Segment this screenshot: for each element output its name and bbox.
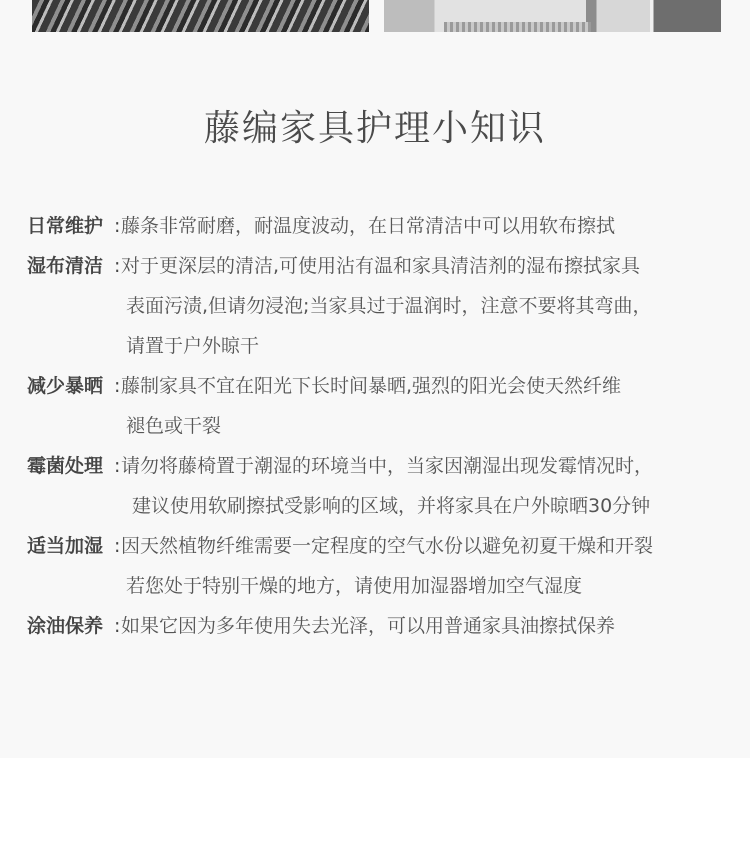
tip-text: 藤条非常耐磨，耐温度波动，在日常清洁中可以用软布擦拭 [121, 215, 616, 237]
care-tips-list [27, 206, 747, 646]
tip-wet-cloth-cleaning: 湿布清洁 : 对于更深层的清洁,可使用沾有温和家具清洁剂的湿布擦拭家具 表面污渍,但请勿浸泡;当家具过于温润时，注意不要将其弯曲， 请置于户外晾干 [27, 246, 747, 366]
tip-label: 霉菌处理 [27, 455, 104, 477]
tip-oil-maintenance: 涂油保养 : 如果它因为多年使用失去光泽，可以用普通家具油擦拭保养 [27, 606, 747, 646]
rattan-weave-photo [32, 0, 369, 32]
tip-text: 若您处于特别干燥的地方，请使用加湿器增加空气湿度 [126, 575, 583, 597]
tip-label: 适当加湿 [27, 535, 104, 557]
tip-reduce-sun-exposure: 减少暴晒 : 藤制家具不宜在阳光下长时间暴晒,强烈的阳光会使天然纤维 褪色或干裂 [27, 366, 747, 446]
tip-text: 如果它因为多年使用失去光泽，可以用普通家具油擦拭保养 [121, 615, 616, 637]
tip-label: 涂油保养 [27, 615, 104, 637]
tip-label: 日常维护 [27, 215, 104, 237]
tip-text: 建议使用软刷擦拭受影响的区域，并将家具在户外晾晒30分钟 [132, 495, 651, 517]
tip-humidify: 适当加湿 : 因天然植物纤维需要一定程度的空气水份以避免初夏干燥和开裂 若您处于特别干燥的地方，请使用加湿器增加空气湿度 [27, 526, 747, 606]
tip-text: 对于更深层的清洁,可使用沾有温和家具清洁剂的湿布擦拭家具 [121, 255, 641, 277]
tip-text: 请勿将藤椅置于潮湿的环境当中，当家因潮湿出现发霉情况时， [121, 455, 654, 477]
tip-text: 藤制家具不宜在阳光下长时间暴晒,强烈的阳光会使天然纤维 [121, 375, 622, 397]
tip-daily-maintenance: 日常维护 : 藤条非常耐磨，耐温度波动，在日常清洁中可以用软布擦拭 [27, 206, 747, 246]
tip-mold-treatment: 霉菌处理 : 请勿将藤椅置于潮湿的环境当中，当家因潮湿出现发霉情况时， 建议使用软刷擦拭受影响的区域，并将家具在户外晾晒30分钟 [27, 446, 747, 526]
page-title: 藤编家具护理小知识 [203, 108, 546, 149]
tip-text: 褪色或干裂 [126, 415, 222, 437]
tip-label: 减少暴晒 [27, 375, 104, 397]
rattan-furniture-photo [384, 0, 721, 32]
tip-text: 请置于户外晾干 [126, 335, 260, 357]
tip-text: 表面污渍,但请勿浸泡;当家具过于温润时，注意不要将其弯曲， [126, 295, 652, 317]
tip-text: 因天然植物纤维需要一定程度的空气水份以避免初夏干燥和开裂 [121, 535, 654, 557]
tip-label: 湿布清洁 [27, 255, 104, 277]
